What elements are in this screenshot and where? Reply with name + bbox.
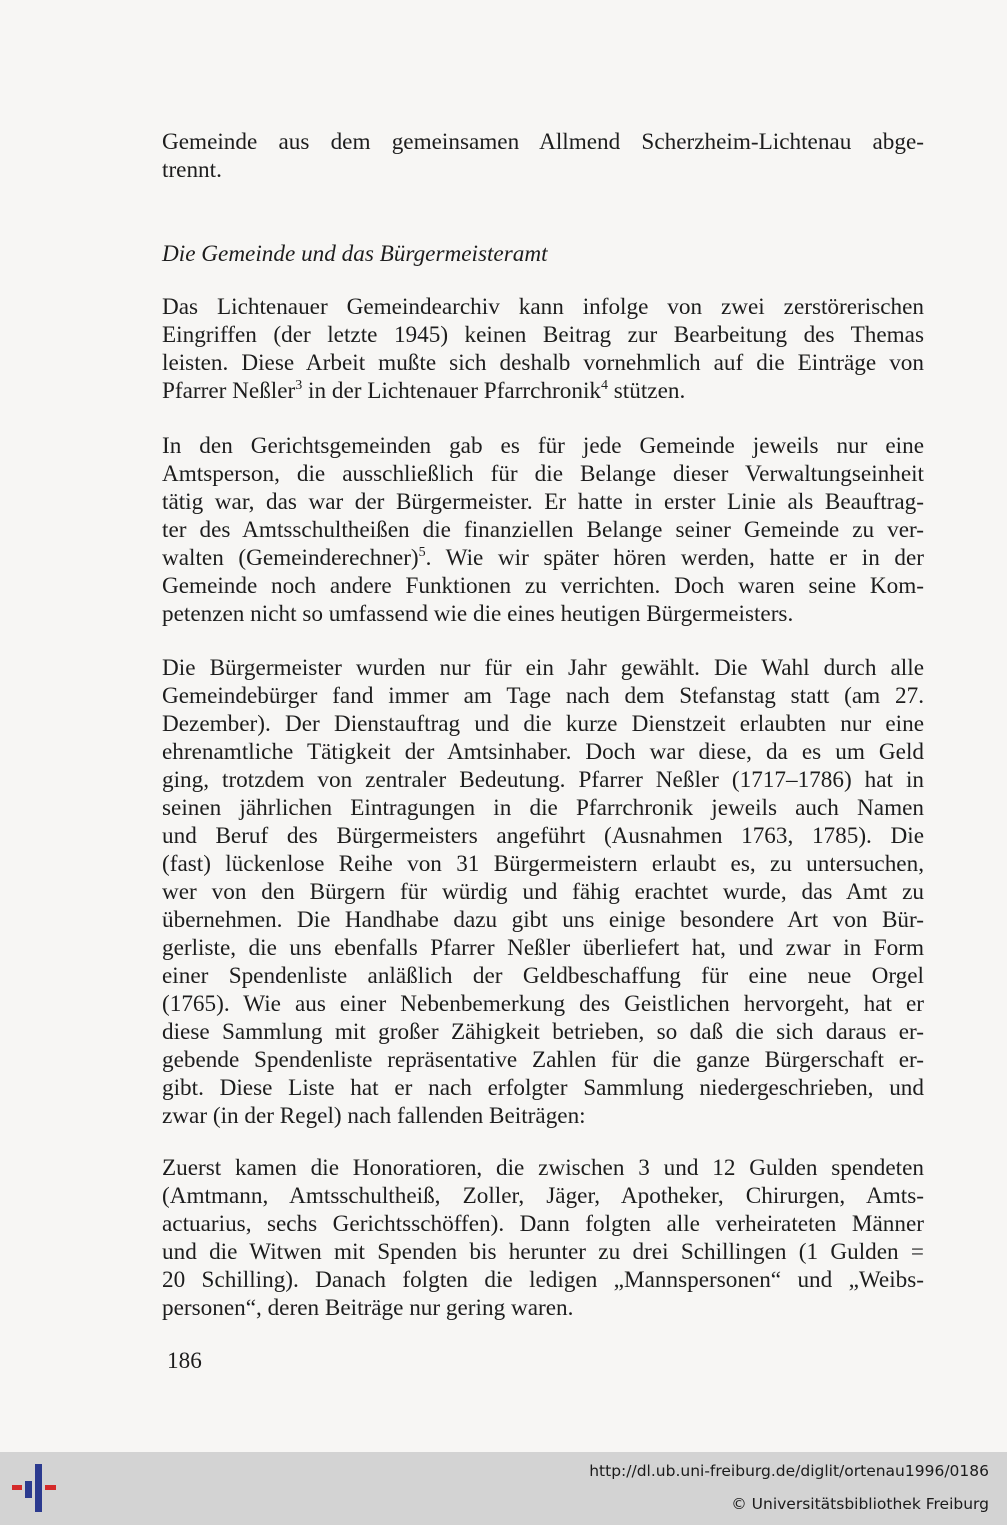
text-line: Amtsperson, die ausschließlich für die Belange dieser Verwaltungseinheit [162,461,924,487]
source-url-link[interactable]: http://dl.ub.uni-freiburg.de/diglit/ortenau1996/0186 [589,1462,989,1480]
text-line: personen“, deren Beiträge nur gering waren. [162,1295,574,1321]
text-line: ging, trotzdem von zentraler Bedeutung. Pfarrer Neßler (1717–1786) hat in [162,767,924,793]
text-line: leisten. Diese Arbeit mußte sich deshalb vornehmlich auf die Einträge von [162,350,924,376]
text-line: actuarius, sechs Gerichtsschöffen). Dann folgten alle verheirateten Männer [162,1211,924,1237]
text-line: tätig war, das war der Bürgermeister. Er hatte in erster Linie als Beauftrag- [162,489,924,515]
text-line: diese Sammlung mit großer Zähigkeit betrieben, so daß die sich daraus er- [162,1019,924,1045]
text-segment: stützen. [607,378,686,404]
text-line: Dezember). Der Dienstauftrag und die kurze Dienstzeit erlaubten nur eine [162,711,924,737]
text-line: (fast) lückenlose Reihe von 31 Bürgermeistern erlaubt es, zu untersuchen, [162,851,924,877]
text-line: (Amtmann, Amtsschultheiß, Zoller, Jäger, Apotheker, Chirurgen, Amts- [162,1183,924,1209]
page-number: 186 [167,1348,202,1374]
text-line: Die Bürgermeister wurden nur für ein Jahr gewählt. Die Wahl durch alle [162,655,924,681]
text-line: ter des Amtsschultheißen die finanziellen Belange seiner Gemeinde zu ver- [162,517,924,543]
text-line: zwar (in der Regel) nach fallenden Beiträgen: [162,1103,586,1129]
footnote-ref-3: 3 [295,378,303,393]
text-segment: in der Lichtenauer Pfarrchronik [302,378,601,404]
text-line [162,544,924,572]
ub-freiburg-logo-icon[interactable] [8,1462,66,1514]
text-line: ehrenamtliche Tätigkeit der Amtsinhaber. Doch war diese, da es um Geld [162,739,924,765]
footer-bar [0,1452,1007,1525]
text-line: und Beruf des Bürgermeisters angeführt (Ausnahmen 1763, 1785). Die [162,823,924,849]
paragraph-2 [162,432,924,628]
text-line: Gemeindebürger fand immer am Tage nach dem Stefanstag statt (am 27. [162,683,924,709]
text-line: 20 Schilling). Danach folgten die ledigen „Mannspersonen“ und „Weibs- [162,1267,924,1293]
copyright-notice: © Universitätsbibliothek Freiburg [731,1495,989,1513]
text-line: und die Witwen mit Spenden bis herunter zu drei Schillingen (1 Gulden = [162,1239,924,1265]
text-segment: . Wie wir später hören werden, hatte er in der [425,545,925,571]
text-line: petenzen nicht so umfassend wie die eines heutigen Bürgermeisters. [162,601,794,627]
text-line [162,377,924,405]
text-line: Eingriffen (der letzte 1945) keinen Beitrag zur Bearbeitung des Themas [162,322,924,348]
text-line: Gemeinde noch andere Funktionen zu verrichten. Doch waren seine Kom- [162,573,924,599]
text-line: gerliste, die uns ebenfalls Pfarrer Neßler überliefert hat, und zwar in Form [162,935,924,961]
footnote-ref-4: 4 [600,378,608,393]
text-line: seinen jährlichen Eintragungen in die Pfarrchronik jeweils auch Namen [162,795,924,821]
text-line: (1765). Wie aus einer Nebenbemerkung des Geistlichen hervorgeht, hat er [162,991,924,1017]
intro-paragraph [162,128,924,184]
text-line: Das Lichtenauer Gemeindearchiv kann infolge von zwei zerstörerischen [162,294,924,320]
text-line: trennt. [162,157,222,183]
paragraph-1 [162,293,924,405]
paragraph-3 [162,654,924,1130]
text-segment: walten (Gemeinderechner) [162,545,419,571]
text-line: In den Gerichtsgemeinden gab es für jede Gemeinde jeweils nur eine [162,433,924,459]
text-line: wer von den Bürgern für würdig und fähig erachtet wurde, das Amt zu [162,879,924,905]
text-line: einer Spendenliste anläßlich der Geldbeschaffung für eine neue Orgel [162,963,924,989]
text-line: Zuerst kamen die Honoratioren, die zwischen 3 und 12 Gulden spendeten [162,1155,924,1181]
text-segment: Pfarrer Neßler [162,378,296,404]
text-line: gibt. Diese Liste hat er nach erfolgter Sammlung niedergeschrieben, und [162,1075,924,1101]
section-heading: Die Gemeinde und das Bürgermeisteramt [162,241,548,267]
text-line: gebende Spendenliste repräsentative Zahlen für die ganze Bürgerschaft er- [162,1047,924,1073]
text-line: übernehmen. Die Handhabe dazu gibt uns einige besondere Art von Bür- [162,907,924,933]
text-line: Gemeinde aus dem gemeinsamen Allmend Scherzheim-Lichtenau abge- [162,129,924,155]
paragraph-4 [162,1154,924,1322]
footnote-ref-5: 5 [418,545,426,560]
